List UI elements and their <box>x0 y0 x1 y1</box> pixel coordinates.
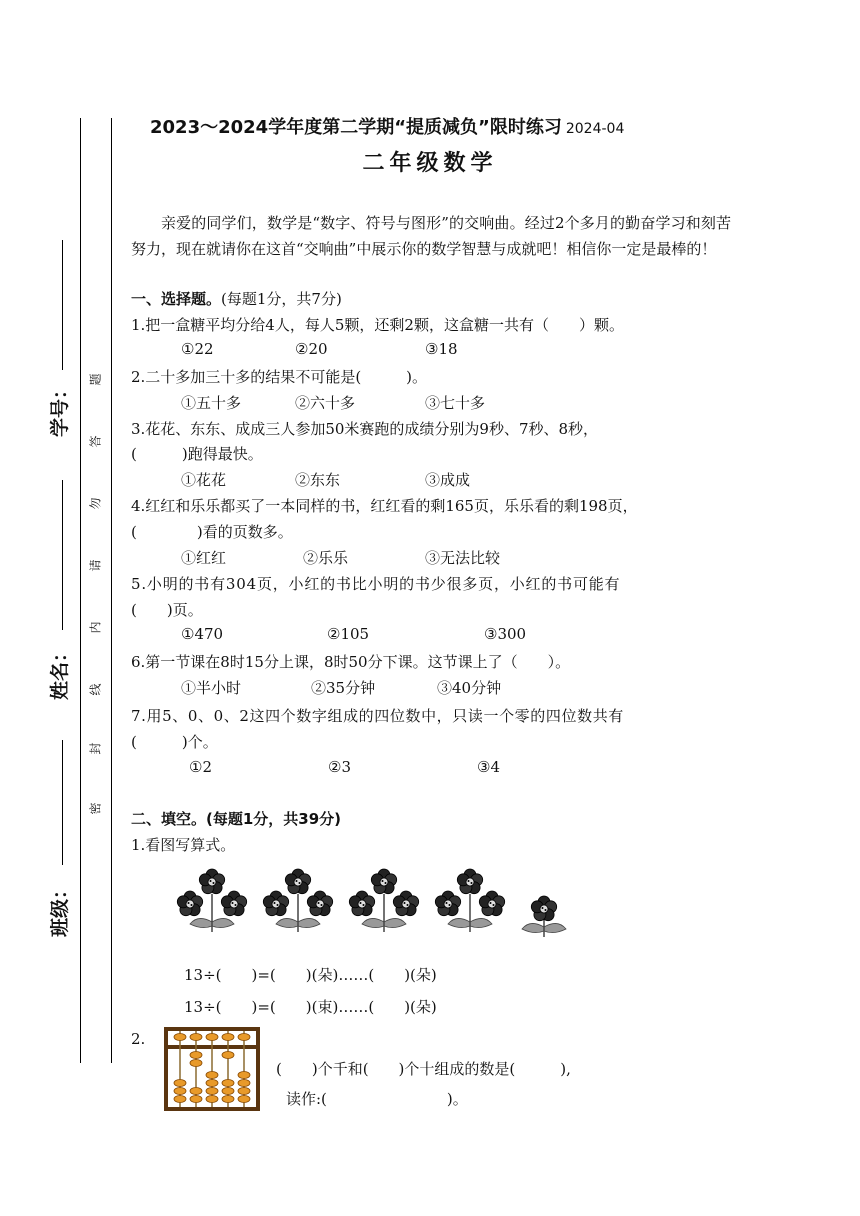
q2-option-b[interactable]: ②六十多 <box>295 394 356 412</box>
q1-option-a[interactable]: ①22 <box>181 340 214 358</box>
s2-q2-line-1: ( )个千和( )个十组成的数是( ), <box>276 1060 571 1078</box>
q3-text-2: ( )跑得最快。 <box>131 445 263 463</box>
q7-option-b[interactable]: ②3 <box>328 758 351 776</box>
q3-text-1: 3.花花、东东、成成三人参加50米赛跑的成绩分别为9秒、7秒、8秒， <box>131 420 599 438</box>
s2-q2-number: 2. <box>131 1030 146 1048</box>
seal-char: 封 <box>88 742 103 755</box>
q2-option-c[interactable]: ③七十多 <box>425 394 486 412</box>
student-id-field[interactable] <box>62 240 63 370</box>
q4-text-1: 4.红红和乐乐都买了一本同样的书，红红看的剩165页，乐乐看的剩198页， <box>131 497 638 515</box>
section2-heading: 二、填空。(每题1分，共39分) <box>131 810 342 828</box>
q1-option-b[interactable]: ②20 <box>295 340 328 358</box>
q7-text-2: ( )个。 <box>131 733 218 751</box>
q3-option-a[interactable]: ①花花 <box>181 471 227 489</box>
name-field[interactable] <box>62 480 63 630</box>
section2-score: (每题1分，共39分) <box>206 810 342 828</box>
seal-char: 内 <box>88 621 103 634</box>
section1-heading: 一、选择题。(每题1分，共7分) <box>131 290 342 308</box>
q5-option-b[interactable]: ②105 <box>327 625 370 643</box>
class-label: 班级： <box>49 879 72 938</box>
exam-title: 2023～2024学年度第二学期“提质减负”限时练习 2024-04 <box>150 117 625 138</box>
name-label: 姓名： <box>49 642 72 701</box>
s2-q1-equation-1: 13÷( )=( )(朵)……( )(朵) <box>184 966 437 984</box>
q3-option-c[interactable]: ③成成 <box>425 471 471 489</box>
binding-line-outer <box>80 118 81 1063</box>
q3-option-b[interactable]: ②东东 <box>295 471 341 489</box>
binding-line-inner <box>111 118 112 1063</box>
q7-text-1: 7.用5、0、0、2这四个数字组成的四位数中，只读一个零的四位数共有 <box>131 707 624 725</box>
q5-text-1: 5.小明的书有304页，小红的书比小明的书少很多页，小红的书可能有 <box>131 575 621 593</box>
q7-option-c[interactable]: ③4 <box>477 758 500 776</box>
s2-q2-line-2: 读作:( )。 <box>286 1090 468 1108</box>
s2-q1-equation-2: 13÷( )=( )(束)……( )(朵) <box>184 998 437 1016</box>
exam-date: 2024-04 <box>565 121 625 137</box>
s2-q1-text: 1.看图写算式。 <box>131 836 236 854</box>
seal-char: 勿 <box>88 497 103 510</box>
q5-option-c[interactable]: ③300 <box>484 625 527 643</box>
seal-char: 请 <box>88 559 103 572</box>
q4-option-c[interactable]: ③无法比较 <box>425 549 501 567</box>
student-id-label: 学号： <box>49 379 72 438</box>
section1-score: (每题1分，共7分) <box>221 290 342 308</box>
q4-option-a[interactable]: ①红红 <box>181 549 227 567</box>
q4-option-b[interactable]: ②乐乐 <box>303 549 349 567</box>
seal-char: 答 <box>88 435 103 448</box>
q5-text-2: ( )页。 <box>131 601 203 619</box>
q1-option-c[interactable]: ③18 <box>425 340 458 358</box>
q2-text: 2.二十多加三十多的结果不可能是( )。 <box>131 368 428 386</box>
class-field[interactable] <box>62 740 63 865</box>
seal-char: 线 <box>88 683 103 696</box>
seal-char: 密 <box>88 802 103 815</box>
q6-option-b[interactable]: ②35分钟 <box>311 679 376 697</box>
q6-option-c[interactable]: ③40分钟 <box>437 679 502 697</box>
q1-text: 1.把一盒糖平均分给4人，每人5颗，还剩2颗，这盒糖一共有（ ）颗。 <box>131 316 624 334</box>
flowers-illustration <box>172 864 582 942</box>
q2-option-a[interactable]: ①五十多 <box>181 394 242 412</box>
q6-text: 6.第一节课在8时15分上课，8时50分下课。这节课上了（ ）。 <box>131 653 571 671</box>
exam-subtitle: 二年级数学 <box>362 151 498 176</box>
abacus-icon <box>164 1027 260 1111</box>
q6-option-a[interactable]: ①半小时 <box>181 679 242 697</box>
q4-text-2: ( )看的页数多。 <box>131 523 293 541</box>
intro-paragraph: 亲爱的同学们，数学是“数字、符号与图形”的交响曲。经过2个多月的勤奋学习和刻苦努力，现在就请你在这首“交响曲”中展示你的数学智慧与成就吧！相信你一定是最棒的！ <box>131 214 731 258</box>
q5-option-a[interactable]: ①470 <box>181 625 224 643</box>
seal-char: 题 <box>88 373 103 386</box>
q7-option-a[interactable]: ①2 <box>189 758 212 776</box>
